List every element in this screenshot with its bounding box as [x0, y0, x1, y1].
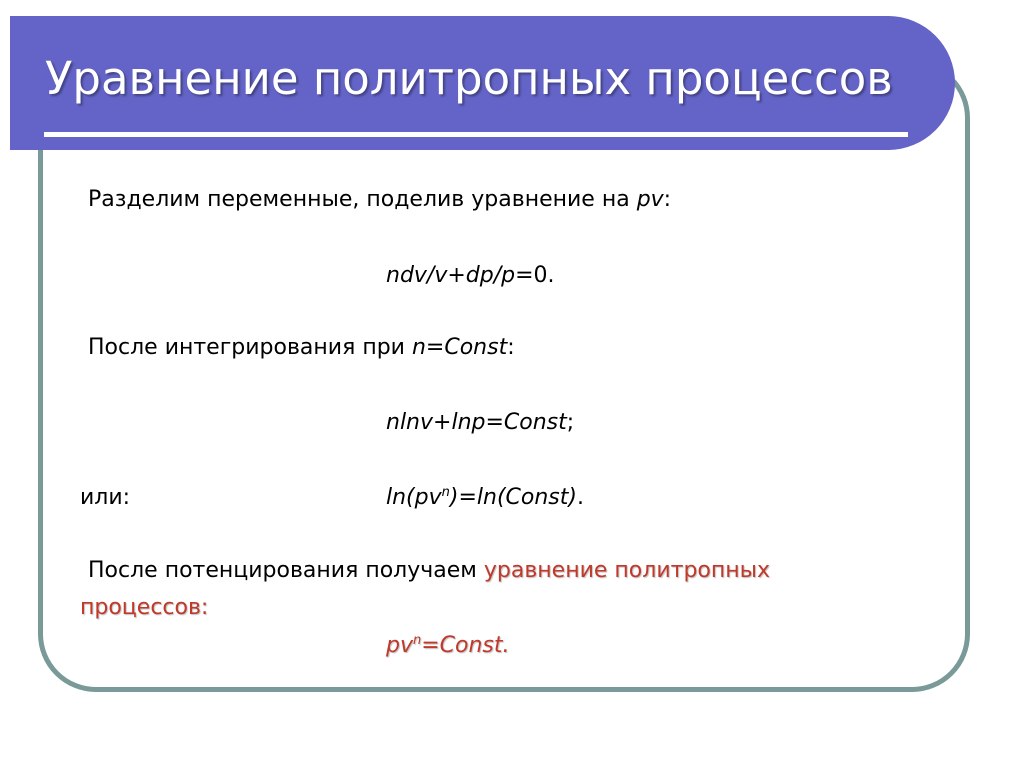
line-text: После потенцирования получаем	[88, 558, 484, 583]
highlight-text-a: уравнение политропных	[483, 558, 771, 583]
eq3-end: .	[576, 485, 584, 510]
line-text: Разделим переменные, поделив уравнение на	[88, 187, 637, 212]
slide-title: Уравнение политропных процессов	[45, 52, 893, 105]
colon: :	[663, 187, 672, 212]
eq3-part-b: )=ln(Const)	[449, 485, 577, 510]
eq2-end: ;	[566, 410, 575, 435]
var-n-const: n=Const	[411, 335, 508, 360]
equation-2	[386, 409, 574, 437]
line-integration	[88, 334, 515, 362]
eq3-part-a: ln(pv	[386, 485, 442, 510]
or-label: или:	[80, 485, 131, 510]
eq4-part-a: pv	[386, 633, 413, 658]
equation-4	[386, 632, 510, 660]
colon: :	[507, 335, 515, 360]
line-potentiation	[88, 557, 770, 585]
eq3-exponent: n	[441, 485, 450, 501]
eq1-end: =0.	[515, 263, 555, 288]
highlight-text-b: процессов:	[80, 595, 209, 620]
eq2-expr: nlnv+lnp=Const	[386, 410, 567, 435]
line-text: После интегрирования при	[88, 335, 412, 360]
var-pv: pv	[636, 187, 664, 212]
equation-1	[386, 262, 555, 290]
title-underline	[44, 132, 908, 137]
equation-3	[386, 484, 584, 512]
line-separate-variables	[88, 186, 671, 214]
eq1-expr: ndv/v+dp/p	[386, 263, 516, 288]
eq4-part-b: =Const.	[421, 633, 510, 658]
eq4-exponent: n	[412, 633, 422, 649]
